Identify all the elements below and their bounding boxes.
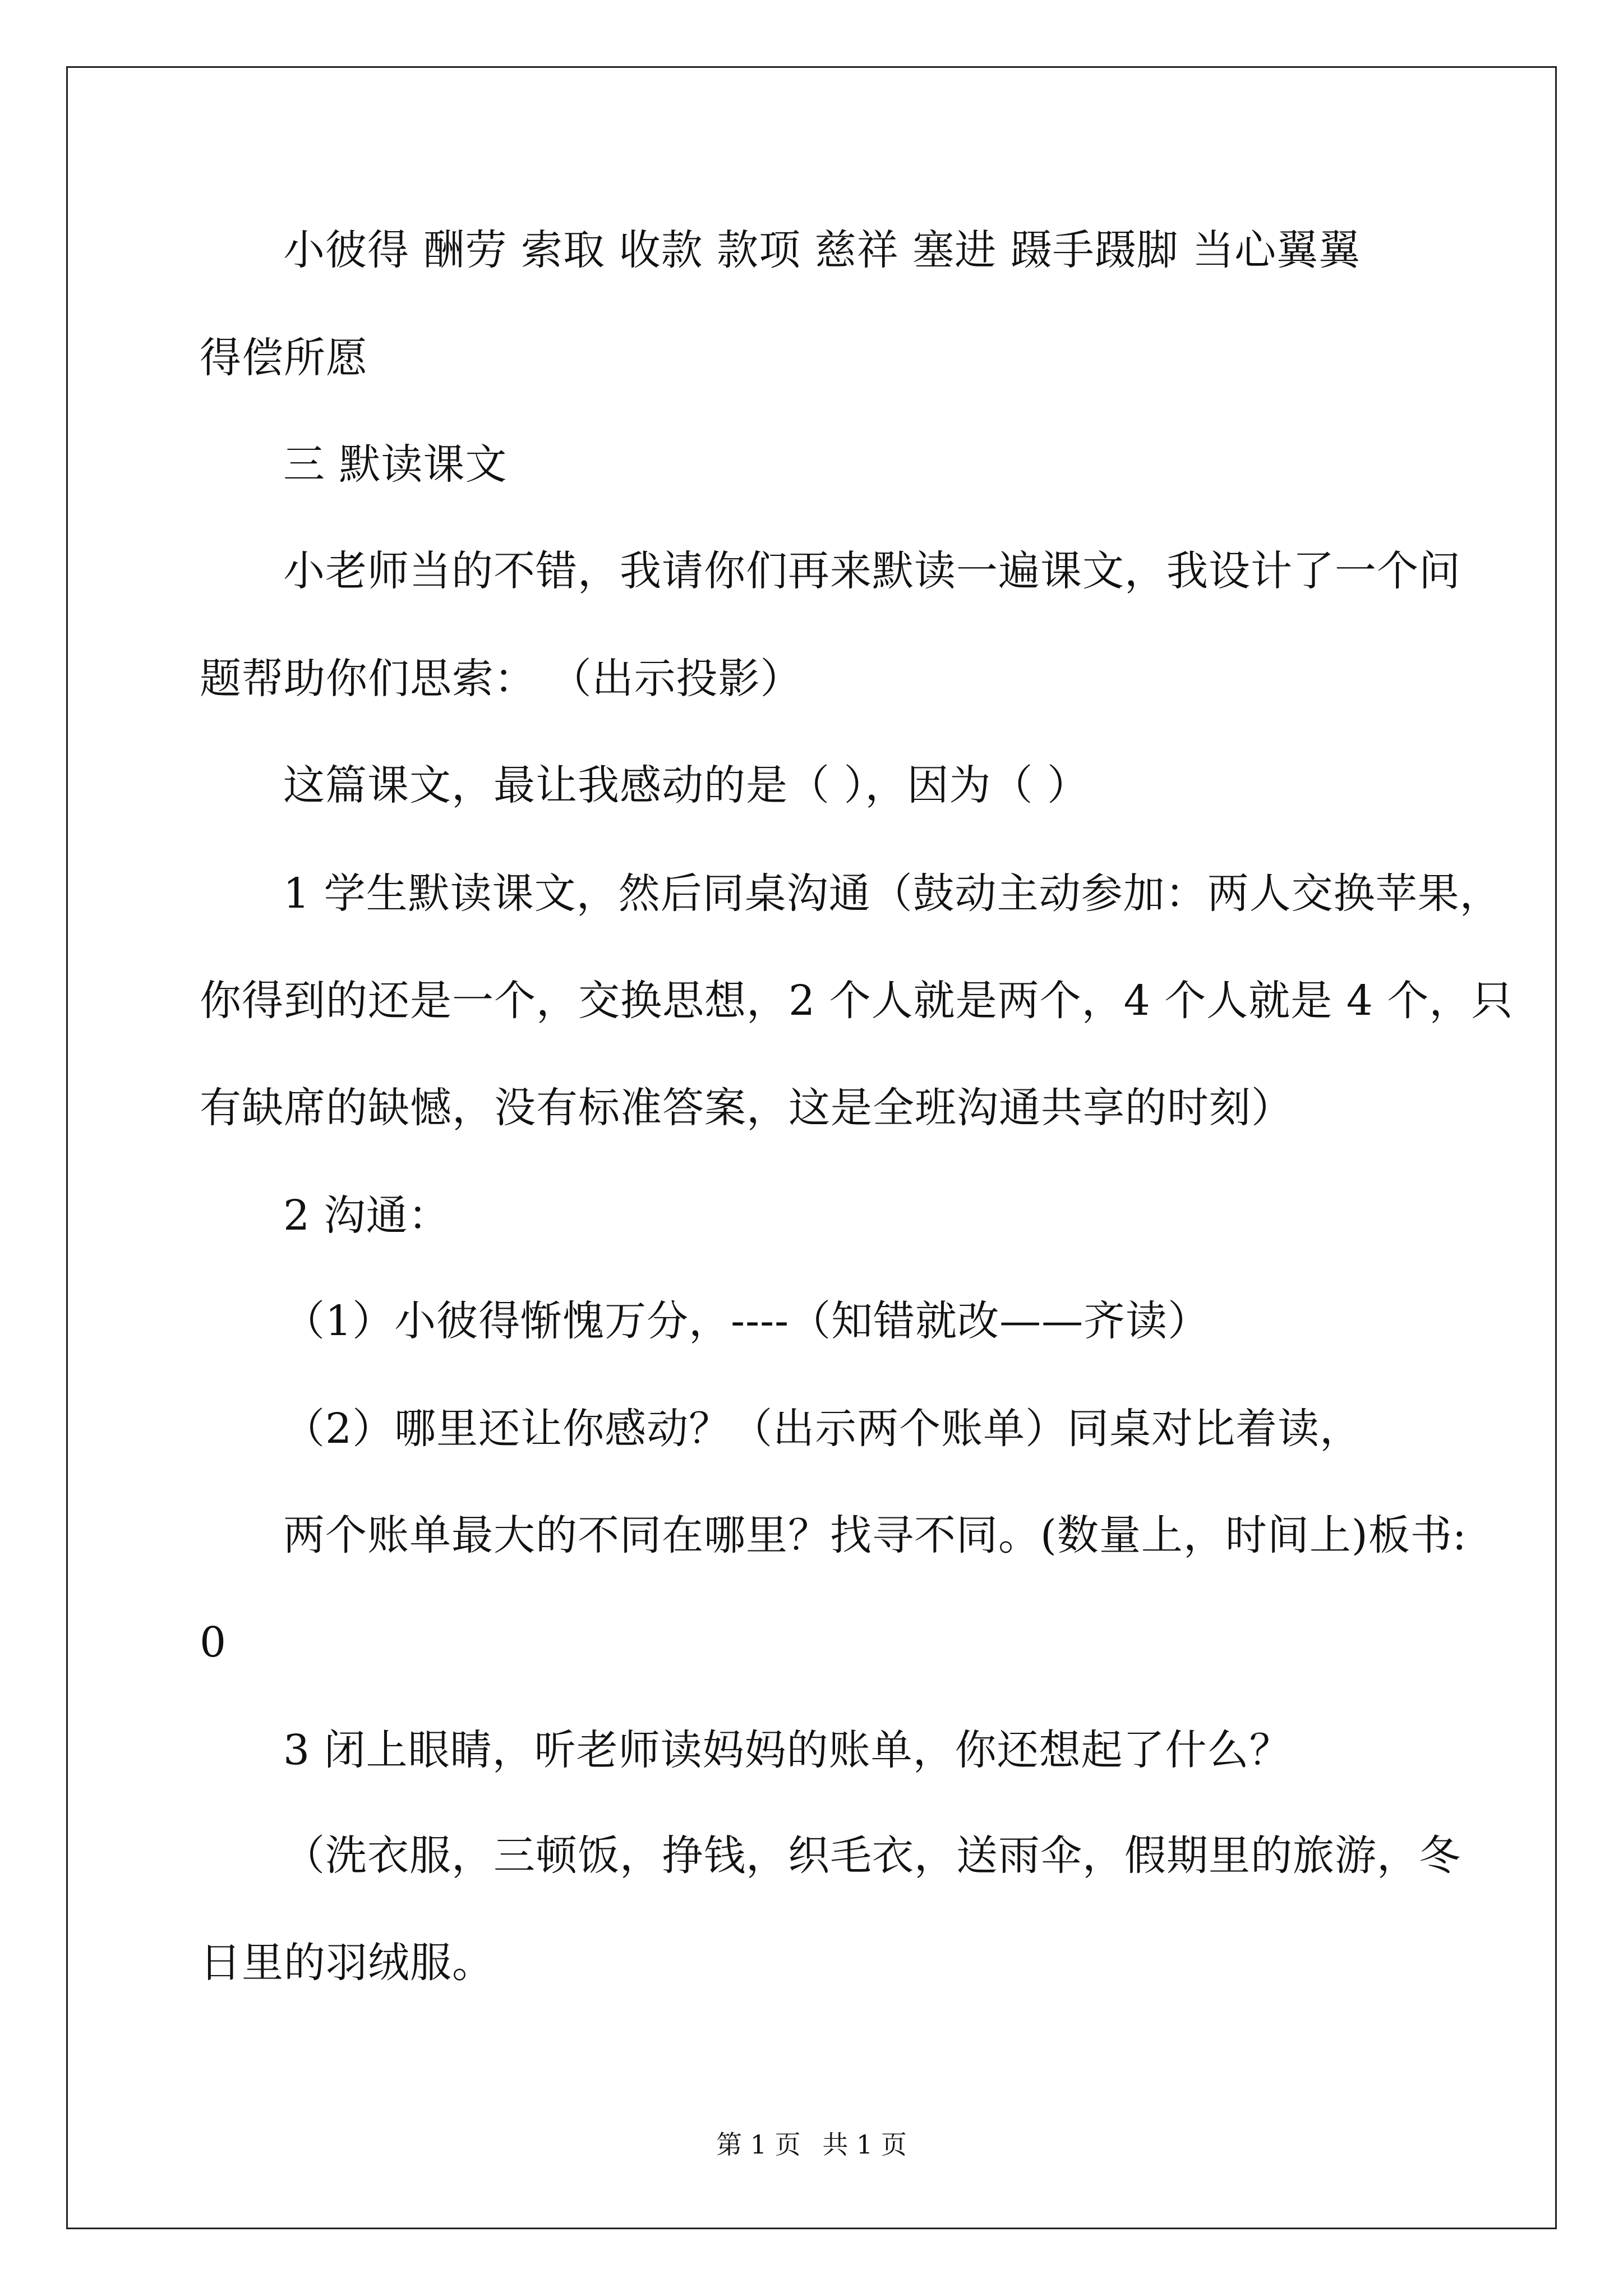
text-line-5: 题帮助你们思索： （出示投影） (200, 655, 803, 703)
text-line-2: 得偿所愿 (200, 334, 368, 382)
text-line-6: 这篇课文，最让我感动的是（ ），因为（ ） (283, 761, 1090, 809)
page-number: 第 1 页 (716, 2129, 801, 2160)
text-line-17: 日里的羽绒服。 (200, 1939, 494, 1987)
page-total: 共 1 页 (822, 2129, 907, 2160)
text-line-9: 有缺席的缺憾，没有标准答案，这是全班沟通共享的时刻） (200, 1084, 1293, 1132)
text-line-4: 小老师当的不错，我请你们再来默读一遍课文，我设计了一个问 (283, 547, 1461, 595)
text-line-10: 2 沟通： (283, 1191, 450, 1240)
page-footer (0, 2129, 1623, 2160)
text-line-11: （1）小彼得惭愧万分，----（知错就改——齐读） (283, 1297, 1210, 1345)
text-line-1: 小彼得 酬劳 索取 收款 款项 慈祥 塞进 蹑手蹑脚 当心翼翼 (283, 226, 1361, 274)
text-line-16: （洗衣服，三顿饭，挣钱，织毛衣，送雨伞，假期里的旅游，冬 (283, 1832, 1461, 1880)
text-line-15: 3 闭上眼睛，听老师读妈妈的账单，你还想起了什么？ (283, 1726, 1292, 1774)
text-line-14: 0 (200, 1618, 227, 1667)
section-heading: 三 默读课文 (283, 440, 508, 489)
page-border (66, 66, 1557, 2229)
text-line-12: （2）哪里还让你感动？（出示两个账单）同桌对比着读， (283, 1405, 1362, 1453)
text-line-13: 两个账单最大的不同在哪里？找寻不同。(数量上，时间上)板书: (283, 1511, 1467, 1559)
text-line-7: 1 学生默读课文，然后同桌沟通（鼓动主动参加：两人交换苹果， (283, 869, 1502, 918)
text-line-8: 你得到的还是一个，交换思想，2 个人就是两个，4 个人就是 4 个，只 (200, 977, 1514, 1025)
